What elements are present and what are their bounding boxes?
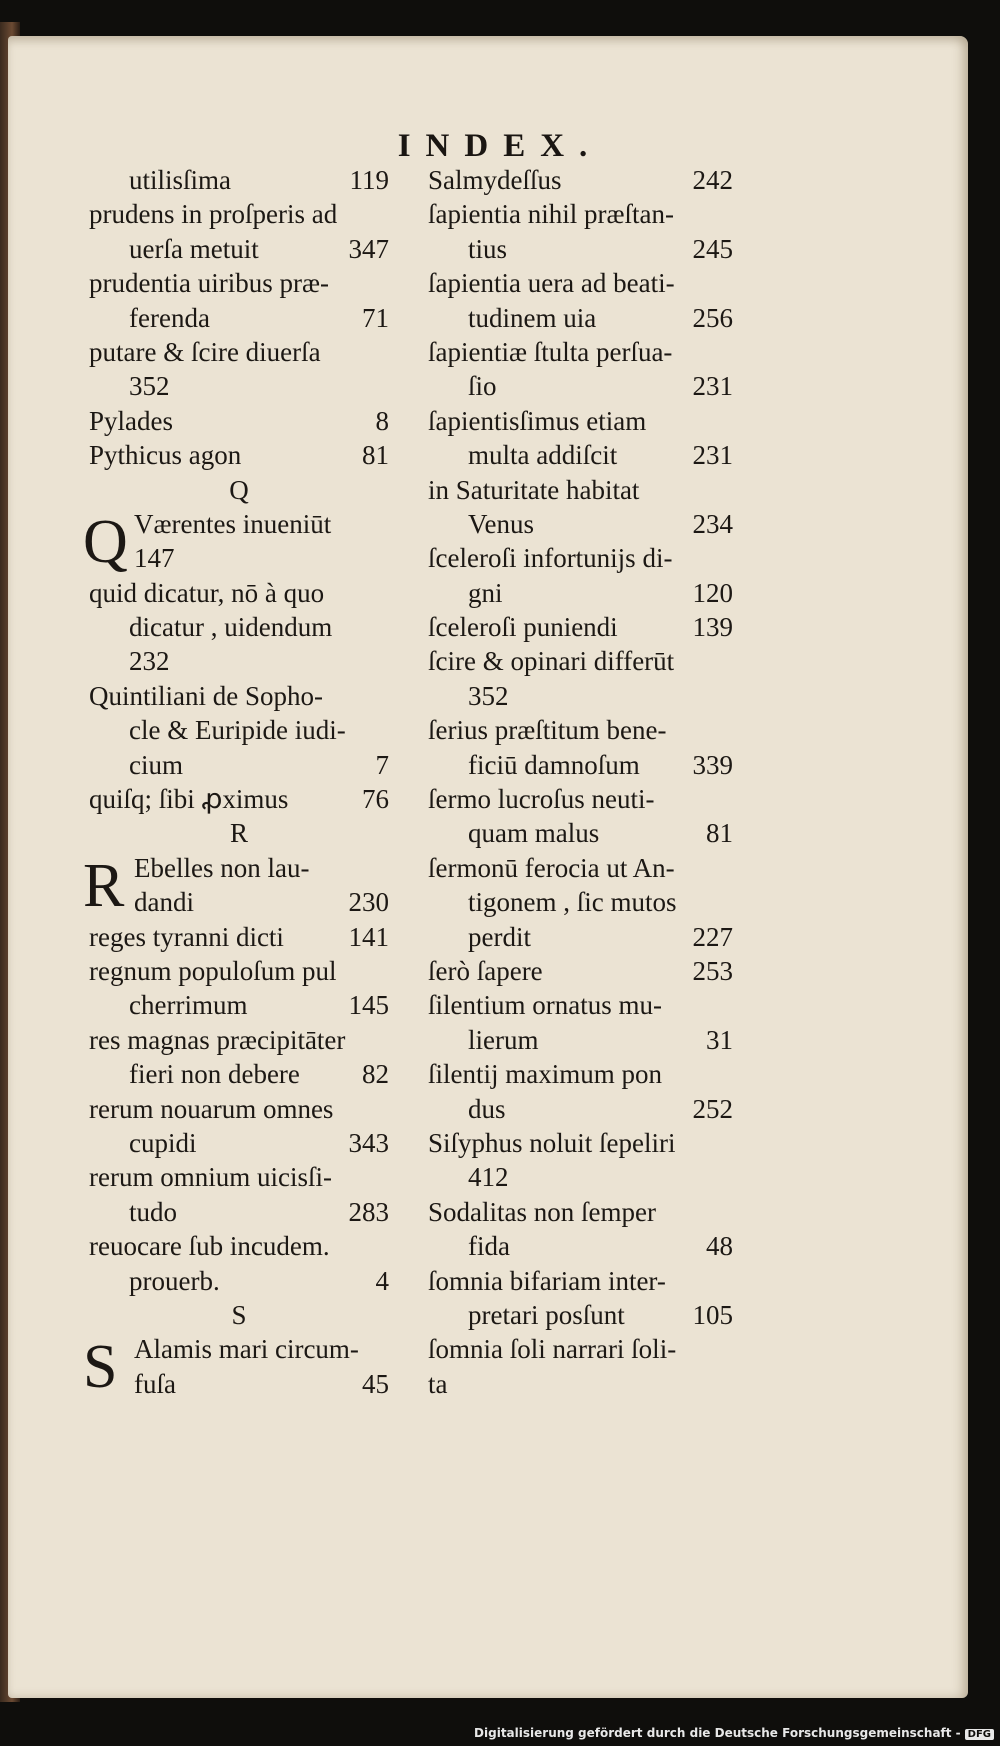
index-entry xyxy=(89,1057,389,1091)
entry-page-number: 82 xyxy=(362,1059,389,1090)
index-entry xyxy=(428,1057,733,1091)
entry-term: reges tyranni dicti xyxy=(89,921,284,952)
index-entry xyxy=(89,369,389,403)
entry-term: rerum omnium uicisſi- xyxy=(89,1162,332,1193)
index-entry xyxy=(89,266,389,300)
entry-term: utilisſima xyxy=(129,165,232,195)
index-entry xyxy=(428,197,733,231)
entry-term: Venus xyxy=(468,508,534,539)
entry-term: Salmydeſſus xyxy=(428,165,562,195)
entry-term: R xyxy=(229,818,248,849)
entry-page-number: 252 xyxy=(692,1093,733,1124)
index-entry xyxy=(89,1229,389,1263)
entry-term: ſapientisſimus etiam xyxy=(428,405,647,436)
index-entry xyxy=(89,885,389,919)
entry-page-number: 8 xyxy=(375,405,389,436)
entry-page-number: 256 xyxy=(692,302,733,333)
index-entry xyxy=(89,197,389,231)
entry-page-number: 7 xyxy=(375,749,389,780)
index-entry xyxy=(428,404,733,438)
entry-term: Værentes inueniūt xyxy=(134,508,332,539)
entry-term: reuocare ſub incudem. xyxy=(89,1231,330,1262)
entry-term: ſceleroſi puniendi xyxy=(428,612,618,643)
entry-page-number: 105 xyxy=(692,1299,733,1330)
index-entry xyxy=(428,1367,733,1401)
drop-cap: Q xyxy=(83,507,128,576)
entry-term: ficiū damnoſum xyxy=(468,749,640,780)
index-entry xyxy=(428,1229,733,1263)
index-entry xyxy=(428,369,733,403)
index-entry xyxy=(89,954,389,988)
index-entry xyxy=(89,1195,389,1229)
entry-term: 412 xyxy=(468,1162,509,1193)
index-entry xyxy=(89,1092,389,1126)
entry-term: Siſyphus noluit ſepeliri xyxy=(428,1127,676,1158)
entry-page-number: 4 xyxy=(375,1265,389,1296)
index-entry xyxy=(89,473,389,507)
entry-term: ſcire & opinari differūt xyxy=(428,646,675,677)
index-entry xyxy=(89,782,389,816)
entry-term: ſilentium ornatus mu- xyxy=(428,990,662,1021)
index-entry xyxy=(428,163,733,197)
entry-term: Ebelles non lau- xyxy=(134,852,310,883)
index-entry xyxy=(89,301,389,335)
index-entry xyxy=(428,473,733,507)
entry-term: 232 xyxy=(129,646,170,677)
index-entry xyxy=(428,782,733,816)
index-entry xyxy=(428,816,733,850)
credit-text: Digitalisierung gefördert durch die Deutsche Forschungsgemeinschaft - xyxy=(474,1726,961,1740)
index-entry xyxy=(89,335,389,369)
index-entry xyxy=(89,1126,389,1160)
entry-term: ſapientia uera ad beati- xyxy=(428,268,675,299)
drop-cap: S xyxy=(83,1333,118,1402)
index-entry xyxy=(428,885,733,919)
entry-term: 147 xyxy=(134,543,175,574)
entry-term: ſerius præſtitum bene- xyxy=(428,715,667,746)
entry-term: ſermonū ferocia ut An- xyxy=(428,852,675,883)
entry-page-number: 31 xyxy=(706,1024,733,1055)
index-entry xyxy=(89,1160,389,1194)
entry-term: Q xyxy=(229,474,249,505)
entry-term: ferenda xyxy=(129,302,210,333)
index-entry xyxy=(89,644,389,678)
entry-term: prouerb. xyxy=(129,1265,220,1296)
entry-term: res magnas præcipitāter xyxy=(89,1024,346,1055)
index-entry xyxy=(428,541,733,575)
entry-page-number: 283 xyxy=(348,1196,389,1227)
index-entry xyxy=(428,954,733,988)
index-entry xyxy=(428,1298,733,1332)
index-entry xyxy=(89,920,389,954)
entry-term: ſio xyxy=(468,371,497,402)
entry-page-number: 141 xyxy=(348,921,389,952)
entry-term: tigonem , ſic mutos xyxy=(468,887,677,918)
index-entry xyxy=(428,438,733,472)
index-entry xyxy=(428,1264,733,1298)
index-entry xyxy=(89,232,389,266)
index-entry xyxy=(428,301,733,335)
index-entry xyxy=(428,335,733,369)
entry-term: prudens in proſperis ad xyxy=(89,199,338,230)
entry-term: quid dicatur, nō à quo xyxy=(89,577,325,608)
entry-term: cupidi xyxy=(129,1127,197,1158)
entry-term: fuſa xyxy=(134,1368,176,1399)
entry-term: putare & ſcire diuerſa xyxy=(89,336,321,367)
index-entry xyxy=(428,988,733,1022)
entry-term: ſapientiæ ſtulta perſua- xyxy=(428,336,673,367)
entry-term: ſceleroſi infortunijs di- xyxy=(428,543,673,574)
index-entry xyxy=(428,920,733,954)
entry-term: fieri non debere xyxy=(129,1059,300,1090)
entry-term: cium xyxy=(129,749,183,780)
entry-term: dus xyxy=(468,1093,506,1124)
entry-term: 352 xyxy=(129,371,170,402)
index-entry xyxy=(89,541,389,575)
digitization-credit xyxy=(474,1726,994,1740)
index-entry xyxy=(89,748,389,782)
index-entry xyxy=(428,1332,733,1366)
entry-page-number: 253 xyxy=(692,955,733,986)
entry-page-number: 230 xyxy=(348,887,389,918)
index-entry xyxy=(428,232,733,266)
entry-term: ſerò ſapere xyxy=(428,955,543,986)
index-entry xyxy=(89,988,389,1022)
entry-term: pretari posſunt xyxy=(468,1299,625,1330)
entry-term: tius xyxy=(468,233,508,264)
entry-page-number: 145 xyxy=(348,990,389,1021)
index-column-left xyxy=(83,163,389,1402)
index-entry xyxy=(428,713,733,747)
index-entry xyxy=(428,266,733,300)
entry-term: Pythicus agon xyxy=(89,440,242,471)
entry-term: quiſq; ſibi ꝓximus xyxy=(89,784,289,815)
entry-term: quam malus xyxy=(468,818,600,849)
entry-term: Pylades xyxy=(89,405,173,436)
index-entry xyxy=(89,1298,389,1332)
entry-term: S xyxy=(231,1299,247,1330)
entry-page-number: 139 xyxy=(692,612,733,643)
entry-page-number: 234 xyxy=(692,508,733,539)
entry-page-number: 227 xyxy=(692,921,733,952)
entry-term: ſomnia bifariam inter- xyxy=(428,1265,666,1296)
entry-term: tudinem uia xyxy=(468,302,597,333)
entry-page-number: 81 xyxy=(706,818,733,849)
entry-term: uerſa metuit xyxy=(129,233,259,264)
entry-page-number: 343 xyxy=(348,1127,389,1158)
entry-term: cherrimum xyxy=(129,990,248,1021)
index-entry xyxy=(428,851,733,885)
index-entry xyxy=(89,163,389,197)
entry-page-number: 45 xyxy=(362,1368,389,1399)
entry-page-number: 120 xyxy=(692,577,733,608)
index-entry xyxy=(89,404,389,438)
index-entry xyxy=(89,816,389,850)
entry-term: lierum xyxy=(468,1024,539,1055)
entry-term: tudo xyxy=(129,1196,178,1227)
entry-term: Alamis mari circum- xyxy=(134,1334,359,1365)
entry-term: 352 xyxy=(468,680,509,711)
entry-term: ta xyxy=(428,1368,448,1399)
entry-page-number: 119 xyxy=(349,165,389,195)
drop-cap: R xyxy=(83,851,125,920)
entry-page-number: 48 xyxy=(706,1231,733,1262)
entry-page-number: 242 xyxy=(692,165,733,195)
entry-term: ſermo lucroſus neuti- xyxy=(428,784,655,815)
entry-term: Quintiliani de Sopho- xyxy=(89,680,323,711)
index-entry xyxy=(428,1195,733,1229)
entry-term: dicatur , uidendum xyxy=(129,612,333,643)
entry-page-number: 71 xyxy=(362,302,389,333)
entry-page-number: 245 xyxy=(692,233,733,264)
entry-term: rerum nouarum omnes xyxy=(89,1093,334,1124)
index-entry xyxy=(428,1092,733,1126)
entry-term: ſapientia nihil præſtan- xyxy=(428,199,674,230)
index-entry xyxy=(428,1126,733,1160)
entry-term: ſilentij maximum pon xyxy=(428,1059,662,1090)
entry-term: cle & Euripide iudi- xyxy=(129,715,346,746)
index-entry xyxy=(428,1023,733,1057)
index-entry xyxy=(89,438,389,472)
index-entry xyxy=(428,507,733,541)
entry-term: gni xyxy=(468,577,503,608)
entry-page-number: 231 xyxy=(692,440,733,471)
entry-page-number: 76 xyxy=(362,784,389,815)
index-entry xyxy=(89,610,389,644)
index-entry xyxy=(428,576,733,610)
entry-term: perdit xyxy=(468,921,531,952)
index-entry xyxy=(428,644,733,678)
index-entry xyxy=(89,1023,389,1057)
index-entry xyxy=(428,748,733,782)
entry-term: ſomnia ſoli narrari ſoli- xyxy=(428,1334,677,1365)
entry-term: prudentia uiribus præ- xyxy=(89,268,329,299)
index-entry xyxy=(89,1264,389,1298)
entry-term: multa addiſcit xyxy=(468,440,618,471)
dfg-logo: DFG xyxy=(965,1729,994,1740)
index-entry xyxy=(428,679,733,713)
index-entry xyxy=(428,1160,733,1194)
entry-page-number: 81 xyxy=(362,440,389,471)
entry-term: fida xyxy=(468,1231,510,1262)
page-header: INDEX. xyxy=(397,128,603,164)
index-entry xyxy=(89,576,389,610)
index-entry xyxy=(428,610,733,644)
entry-term: regnum populoſum pul xyxy=(89,955,337,986)
entry-page-number: 347 xyxy=(348,233,389,264)
entry-term: Sodalitas non ſemper xyxy=(428,1196,656,1227)
index-column-right xyxy=(428,163,733,1401)
entry-page-number: 339 xyxy=(692,749,733,780)
entry-term: in Saturitate habitat xyxy=(428,474,640,505)
entry-page-number: 231 xyxy=(692,371,733,402)
index-entry xyxy=(89,1367,389,1401)
index-entry xyxy=(89,713,389,747)
entry-term: dandi xyxy=(134,887,194,918)
index-entry xyxy=(89,679,389,713)
